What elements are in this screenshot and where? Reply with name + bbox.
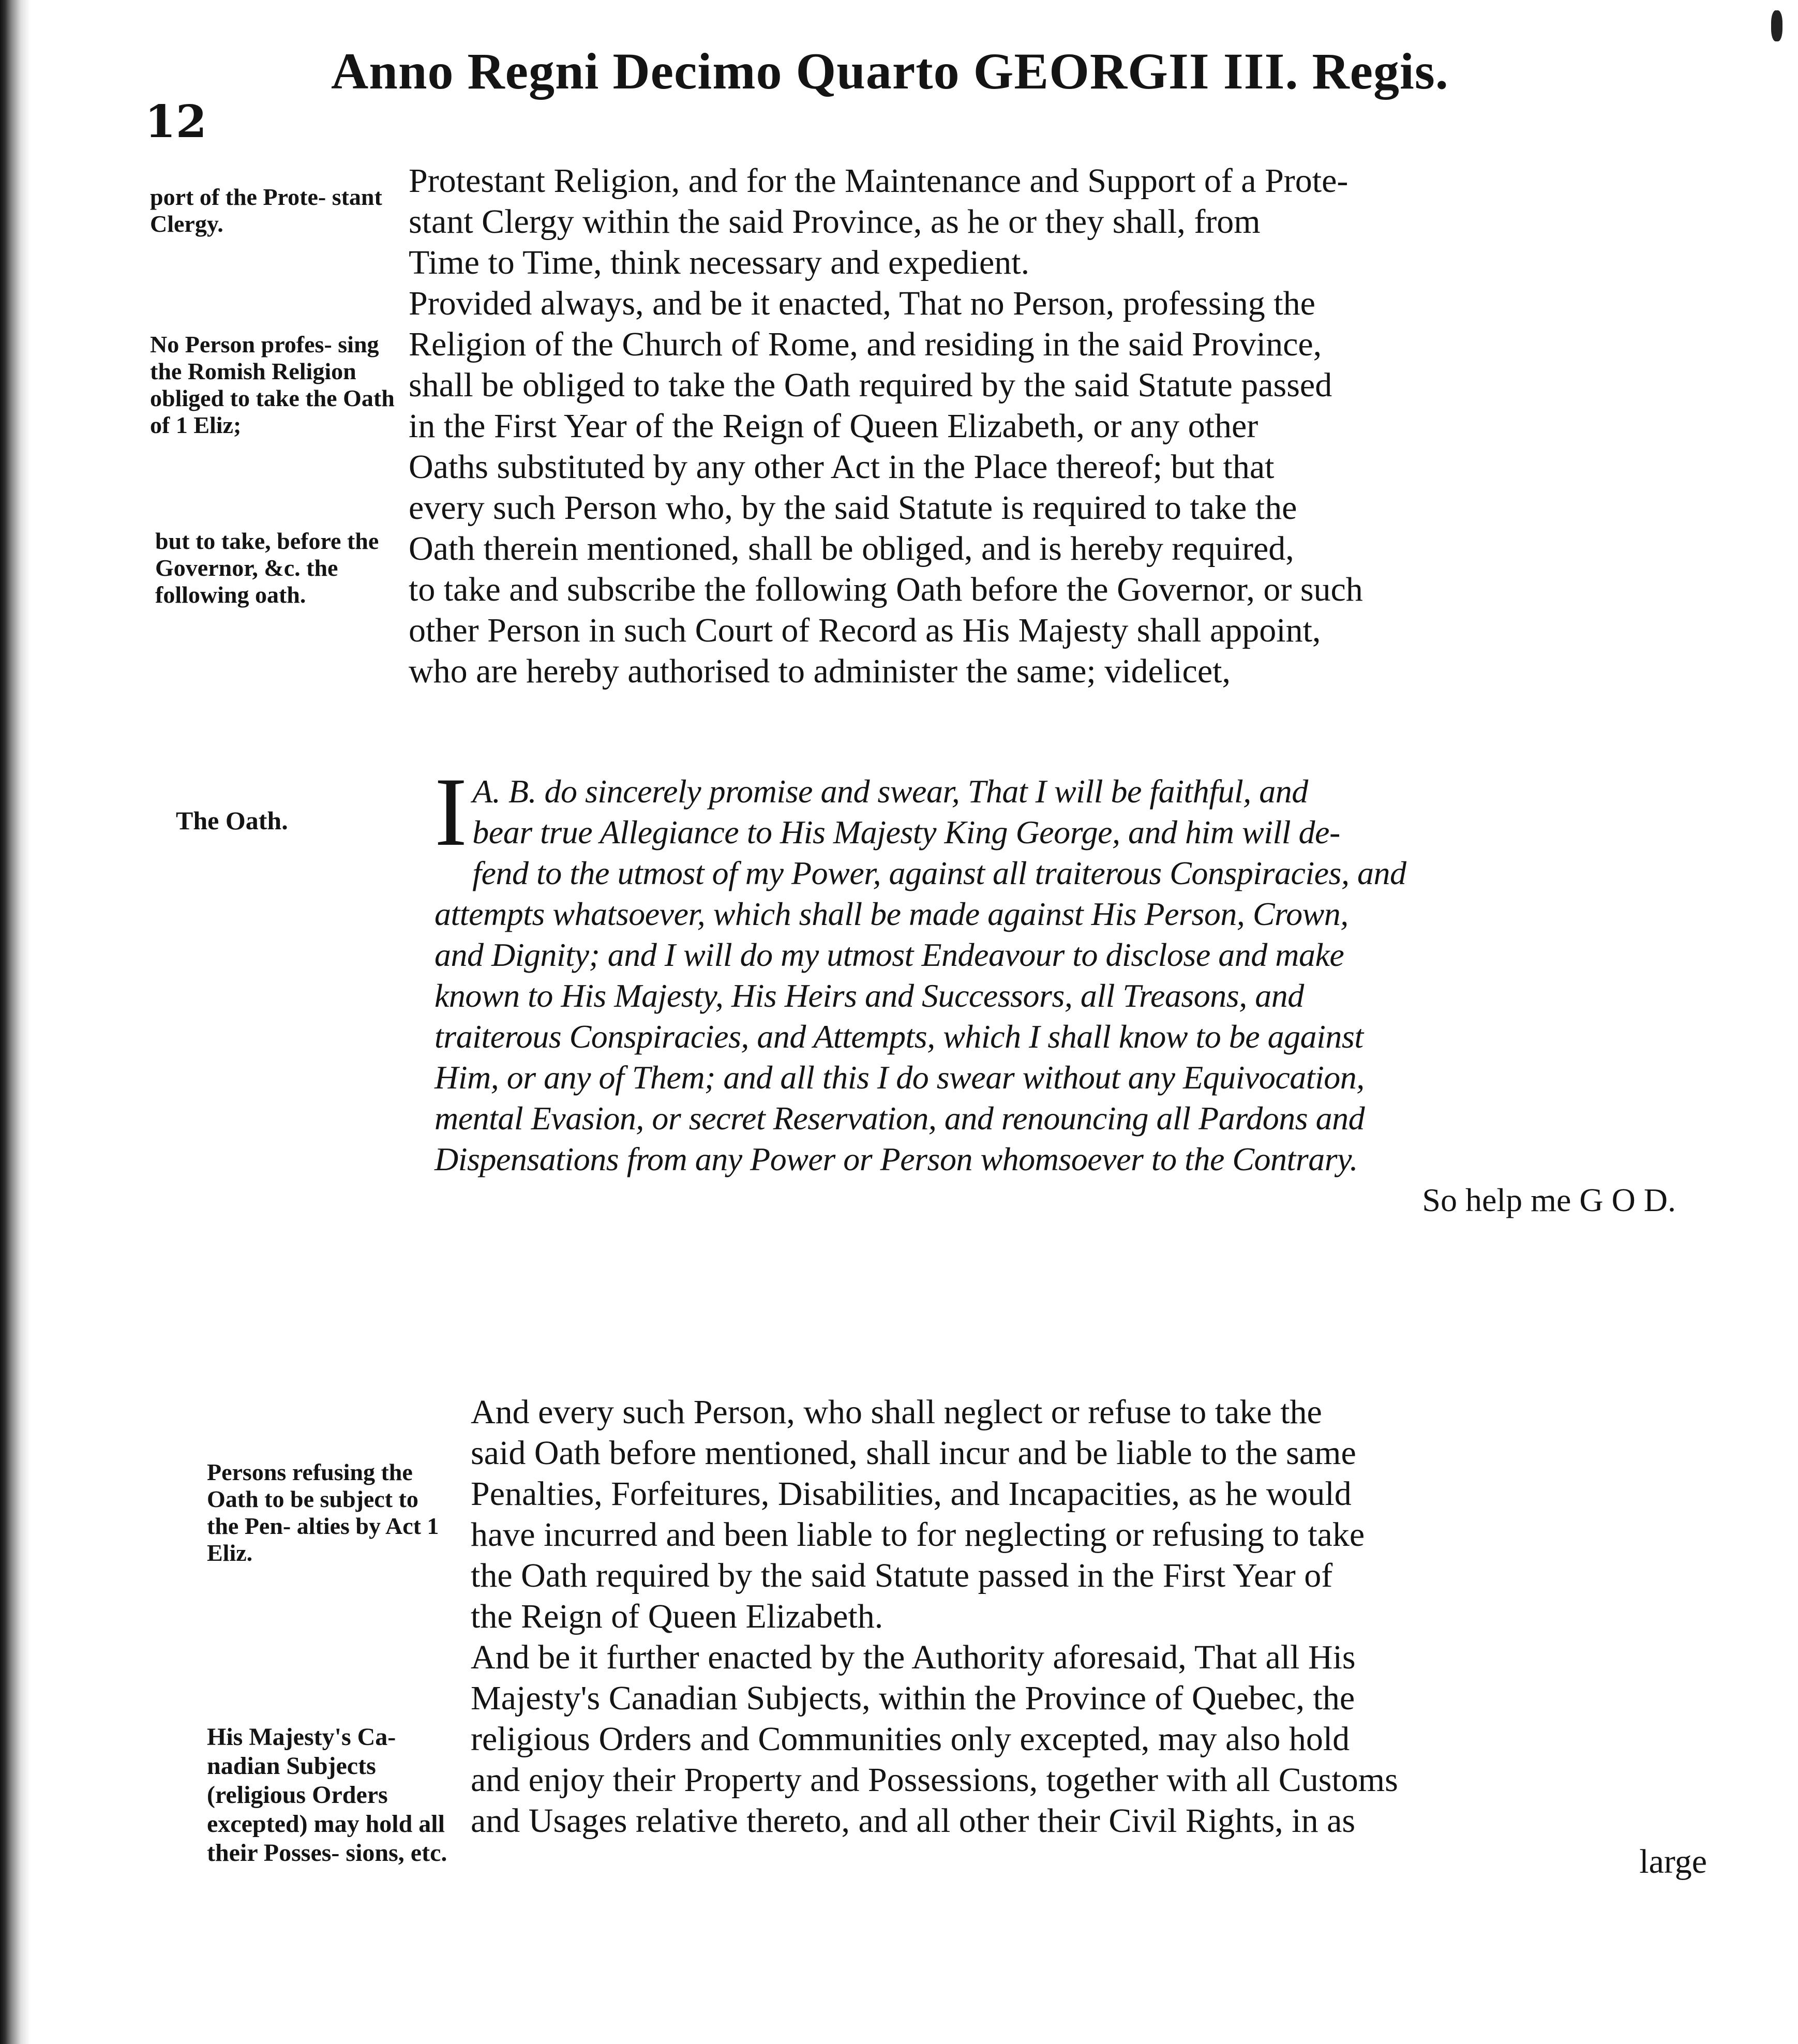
text-line: And be it further enacted by the Authority aforesaid, That all His [471, 1638, 1356, 1676]
text-line: Time to Time, think necessary and expedient. [409, 244, 1030, 281]
text-line: the Reign of Queen Elizabeth. [471, 1598, 883, 1635]
text-line: other Person in such Court of Record as His Majesty shall appoint, [409, 611, 1321, 649]
text-line: religious Orders and Communities only excepted, may also hold [471, 1720, 1350, 1758]
text-line: and enjoy their Property and Possessions, together with all Customs [471, 1761, 1398, 1799]
running-header: Anno Regni Decimo Quarto GEORGII III. Regis. [331, 42, 1449, 100]
scan-speck [1771, 10, 1782, 41]
text-line: in the First Year of the Reign of Queen Elizabeth, or any other [409, 407, 1258, 445]
catchword: large [1639, 1843, 1707, 1881]
oath-line: attempts whatsoever, which shall be made against His Person, Crown, [434, 896, 1348, 932]
margin-note-protestant-clergy: port of the Prote- stant Clergy. [150, 184, 382, 237]
oath-line: traiterous Conspiracies, and Attempts, which I shall know to be against [434, 1018, 1364, 1055]
text-line: every such Person who, by the said Statute is required to take the [409, 489, 1297, 527]
text-line: and Usages relative thereto, and all other their Civil Rights, in as [471, 1802, 1356, 1840]
margin-note-romish-religion: No Person profes- sing the Romish Religion obliged to take the Oath of 1 Eliz; [150, 331, 395, 438]
oath-text [434, 758, 1697, 1220]
text-line: Majesty's Canadian Subjects, within the Province of Quebec, the [471, 1679, 1355, 1717]
text-line: And every such Person, who shall neglect or refuse to take the [471, 1393, 1322, 1431]
oath-line: bear true Allegiance to His Majesty King George, and him will de- [472, 814, 1340, 851]
body-paragraph-3 [471, 1392, 1717, 1882]
text-line: said Oath before mentioned, shall incur and be liable to the same [471, 1434, 1356, 1472]
text-line: Provided always, and be it enacted, That no Person, professing the [409, 285, 1315, 322]
page-number: 12 [145, 96, 207, 148]
body-paragraph-1 [409, 160, 1666, 692]
oath-line: Dispensations from any Power or Person whomsoever to the Contrary. [434, 1141, 1358, 1177]
text-line: have incurred and been liable to for neglecting or refusing to take [471, 1516, 1365, 1554]
text-line: to take and subscribe the following Oath before the Governor, or such [409, 571, 1363, 608]
text-line: who are hereby authorised to administer the same; videlicet, [409, 652, 1231, 690]
margin-note-canadian-subjects: His Majesty's Ca- nadian Subjects (religious Orders excepted) may hold all their Posses- sions, etc. [207, 1723, 447, 1867]
page-edge-shadow [0, 0, 30, 2044]
oath-line: A. B. do sincerely promise and swear, That I will be faithful, and [472, 773, 1308, 810]
oath-dropcap: I [434, 758, 468, 867]
margin-note-persons-refusing: Persons refusing the Oath to be subject to the Pen- alties by Act 1 Eliz. [207, 1459, 439, 1566]
text-line: Oaths substituted by any other Act in the Place thereof; but that [409, 448, 1275, 486]
text-line: shall be obliged to take the Oath required by the said Statute passed [409, 366, 1332, 404]
margin-note-governor-oath: but to take, before the Governor, &c. the following oath. [155, 528, 379, 608]
margin-note-the-oath: The Oath. [176, 806, 288, 835]
text-line: Penalties, Forfeitures, Disabilities, and Incapacities, as he would [471, 1475, 1352, 1513]
oath-line: Him, or any of Them; and all this I do swear without any Equivocation, [434, 1059, 1365, 1096]
text-line: Protestant Religion, and for the Maintenance and Support of a Prote- [409, 162, 1348, 200]
oath-line: fend to the utmost of my Power, against all traiterous Conspiracies, and [472, 855, 1406, 891]
text-line: stant Clergy within the said Province, as he or they shall, from [409, 203, 1261, 241]
oath-line: mental Evasion, or secret Reservation, and renouncing all Pardons and [434, 1100, 1365, 1137]
text-line: Oath therein mentioned, shall be obliged, and is hereby required, [409, 530, 1294, 568]
text-line: the Oath required by the said Statute passed in the First Year of [471, 1557, 1333, 1594]
text-line: Religion of the Church of Rome, and residing in the said Province, [409, 325, 1322, 363]
oath-closing: So help me G O D. [1422, 1182, 1676, 1218]
oath-line: known to His Majesty, His Heirs and Successors, all Treasons, and [434, 977, 1304, 1014]
oath-line: and Dignity; and I will do my utmost Endeavour to disclose and make [434, 936, 1344, 973]
